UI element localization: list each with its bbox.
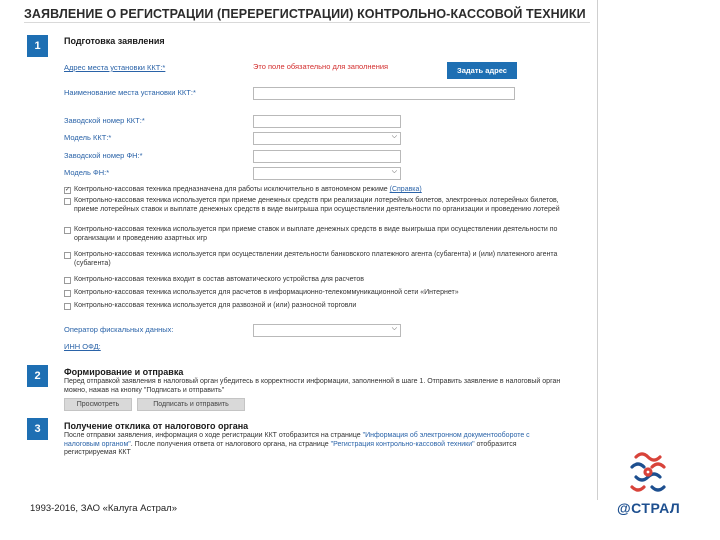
checkbox-autonomous-mode[interactable]	[64, 186, 564, 195]
edo-info-link[interactable]: "Информация об электронном документообороте с налоговым органом"	[64, 432, 530, 448]
fn-serial-label: Заводской номер ФН:*	[64, 151, 143, 160]
ofd-inn-label: ИНН ОФД:	[64, 342, 101, 351]
astral-emblem-icon	[616, 449, 706, 499]
checkbox-label: Контрольно-кассовая техника предназначена для работы исключительно в автономном режиме	[74, 186, 388, 193]
checkbox-internet[interactable]	[64, 289, 564, 298]
checkbox-label: Контрольно-кассовая техника используется для расчетов в информационно-телекоммуникационной сети «Интернет»	[74, 289, 459, 296]
chevron-down-icon: ⌵	[391, 133, 397, 140]
step-3-text: После отправки заявления, информация о ходе регистрации ККТ отобразится на странице	[64, 432, 363, 439]
step-3-heading: Получение отклика от налогового органа	[64, 421, 249, 431]
checkbox[interactable]	[64, 290, 71, 297]
checkbox[interactable]	[64, 277, 71, 284]
brand-name: @СТРАЛ	[617, 500, 681, 516]
checkbox-lottery[interactable]	[64, 197, 564, 214]
fn-serial-input[interactable]	[253, 150, 401, 163]
checkbox-peddling[interactable]	[64, 302, 564, 311]
checkbox-label: Контрольно-кассовая техника входит в состав автоматического устройства для расчетов	[74, 276, 365, 283]
checkbox-payment-agent[interactable]	[64, 251, 564, 268]
step-2-description: Перед отправкой заявления в налоговый орган убедитесь в корректности информации, заполненной в шаге 1. Отправить заявление в налоговый орган можно, нажав на кнопку "Подписать и отправить"	[64, 378, 561, 394]
help-link[interactable]: (Справка)	[389, 186, 422, 193]
checkbox[interactable]: ✓	[65, 187, 71, 193]
checkbox-gambling[interactable]	[64, 226, 564, 243]
step-3-description	[64, 432, 564, 458]
checkbox[interactable]	[64, 303, 71, 310]
checkbox[interactable]	[64, 227, 71, 234]
ofd-operator-label: Оператор фискальных данных:	[64, 325, 174, 334]
serial-number-label: Заводской номер ККТ:*	[64, 116, 145, 125]
kkt-model-select[interactable]	[253, 132, 401, 145]
kkt-registration-link[interactable]: "Регистрация контрольно-кассовой техники"	[330, 440, 475, 448]
step-2-heading: Формирование и отправка	[64, 367, 184, 377]
title-divider	[24, 22, 590, 23]
chevron-down-icon: ⌵	[391, 168, 397, 175]
place-name-input[interactable]	[253, 87, 515, 100]
sign-and-send-button[interactable]: Подписать и отправить	[137, 398, 245, 411]
step-3-badge: 3	[27, 418, 48, 440]
checkbox-label: Контрольно-кассовая техника используется при приеме ставок и выплате денежных средств в виде выигрыша при осуществлении деятельности по организации и проведению азартных игр	[74, 226, 558, 242]
address-label[interactable]: Адрес места установки ККТ:*	[64, 63, 166, 72]
checkbox[interactable]	[64, 252, 71, 259]
checkbox-label: Контрольно-кассовая техника используется для развозной и (или) разносной торговли	[74, 302, 357, 309]
page-title: ЗАЯВЛЕНИЕ О РЕГИСТРАЦИИ (ПЕРЕРЕГИСТРАЦИИ) КОНТРОЛЬНО-КАССОВОЙ ТЕХНИКИ	[24, 7, 586, 21]
step-3-text: отобразится регистрируемая ККТ	[64, 440, 517, 456]
serial-number-input[interactable]	[253, 115, 401, 128]
kkt-model-label: Модель ККТ:*	[64, 133, 112, 142]
view-button[interactable]: Просмотреть	[64, 398, 132, 411]
place-name-label: Наименование места установки ККТ:*	[64, 88, 196, 97]
checkbox[interactable]	[64, 198, 71, 205]
step-2-badge: 2	[27, 365, 48, 387]
address-error-message: Это поле обязательно для заполнения	[253, 62, 389, 71]
chevron-down-icon: ⌵	[391, 325, 397, 332]
step-3-text: . После получения ответа от налогового органа, на странице	[130, 440, 331, 448]
step-1-heading: Подготовка заявления	[64, 36, 165, 46]
step-1-badge: 1	[27, 35, 48, 57]
ofd-operator-select[interactable]	[253, 324, 401, 337]
checkbox-label: Контрольно-кассовая техника используется при приеме денежных средств при реализации лотерейных билетов, электронных лотерейных билетов, приеме лотерейных ставок и выплате денежных средств в виде выигрыша при осуществлении деятельности по организации и проведению лотерей	[74, 197, 560, 213]
checkbox-automatic-device[interactable]	[64, 276, 564, 285]
content-right-divider	[597, 0, 598, 500]
fn-model-label: Модель ФН:*	[64, 168, 110, 177]
checkbox-label: Контрольно-кассовая техника используется при осуществлении деятельности банковского платежного агента (субагента) и (или) платежного агента (субагента)	[74, 251, 558, 267]
fn-model-select[interactable]	[253, 167, 401, 180]
set-address-button[interactable]: Задать адрес	[447, 62, 517, 79]
footer-copyright: 1993-2016, ЗАО «Калуга Астрал»	[30, 503, 178, 514]
